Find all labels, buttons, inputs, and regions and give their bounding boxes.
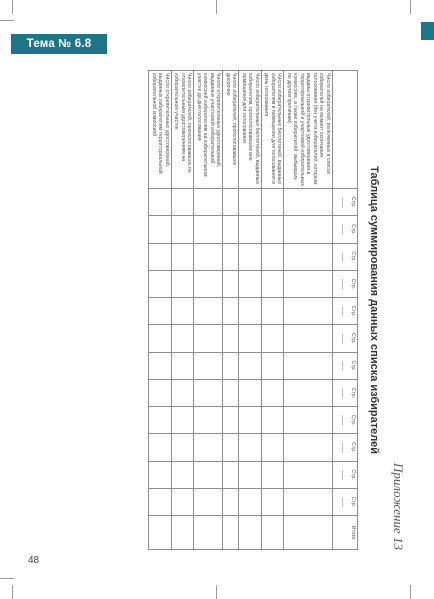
crop-mark <box>410 0 411 14</box>
header-page-cell: Стр. ____ <box>333 243 358 270</box>
table-title: Таблица суммирования данных списка избирателей <box>368 166 380 454</box>
row-label: Число открепительных удостоверений, выданных избирателям территориальной избирательной комиссией <box>149 71 172 189</box>
table-row <box>194 71 223 550</box>
header-page-cell: Стр. ____ <box>333 407 358 434</box>
table-header-row <box>333 71 358 550</box>
page-edge-marker <box>421 22 434 40</box>
header-page-cell: Стр. ____ <box>333 189 358 216</box>
row-label: Число избирателей, проголосовавших по открепительным удостоверениям на избирательном участке <box>172 71 195 189</box>
appendix-label: Приложение 13 <box>391 462 406 550</box>
crop-mark <box>12 585 13 599</box>
row-label: Число избирателей, проголосовавших досрочно <box>223 71 239 189</box>
table-row <box>284 71 333 550</box>
topic-tab: Тема № 6.8 <box>11 34 107 54</box>
row-label: Число избирательных бюллетеней, выданных избирателям, проголосовавшим вне помещения для голосования <box>239 71 262 189</box>
summary-table <box>149 70 359 550</box>
crop-mark <box>0 578 14 579</box>
crop-mark <box>12 0 13 14</box>
page-number: 48 <box>28 555 40 566</box>
crop-mark <box>410 585 411 599</box>
table-row <box>262 71 285 550</box>
header-page-cell: Стр. ____ <box>333 461 358 488</box>
header-page-cell: Стр. ____ <box>333 488 358 515</box>
header-page-cell: Стр. ____ <box>333 270 358 297</box>
header-page-cell: Стр. ____ <box>333 434 358 461</box>
table-row <box>239 71 262 550</box>
table-row <box>149 71 172 550</box>
crop-mark <box>0 20 14 21</box>
header-page-cell: Стр. ____ <box>333 298 358 325</box>
row-label: Число избирательных бюллетеней, выданных избирателям в помещении для голосования в день голосования <box>262 71 285 189</box>
crop-mark <box>216 585 217 599</box>
header-page-cell: Стр. ____ <box>333 216 358 243</box>
table-row <box>223 71 239 550</box>
row-label: Число избирателей, включенных в список избирателей на момент окончания голосования (без учета избирателей, которым выданы открепительные удостоверения в территориальной и участковой избирательных комиссиях, а также избирателей, выбывших по другим причинам) <box>284 71 333 189</box>
header-page-cell: Стр. ____ <box>333 379 358 406</box>
header-blank-cell <box>333 71 358 189</box>
header-page-cell: Стр. ____ <box>333 352 358 379</box>
crop-mark <box>216 0 217 14</box>
table-row <box>172 71 195 550</box>
header-page-cell: Стр. ____ <box>333 325 358 352</box>
rotated-table-area <box>60 70 410 550</box>
row-label: Число открепительных удостоверений, выданных участковой избирательной комиссией избирателям на избирательном участке до дня голосования <box>194 71 223 189</box>
header-total-cell: Итого <box>333 516 358 550</box>
